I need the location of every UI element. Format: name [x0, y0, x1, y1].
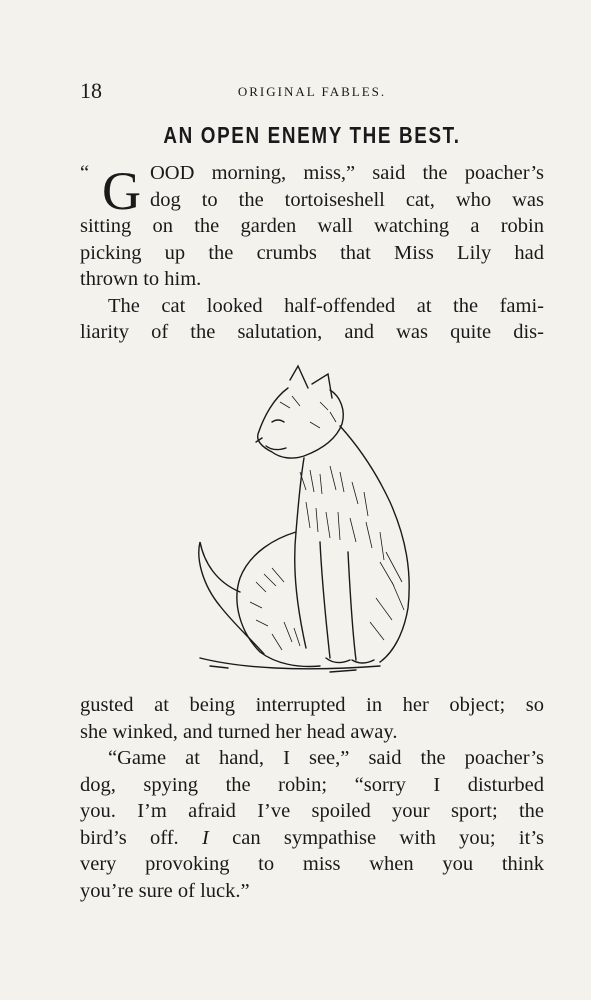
text-block-top — [80, 160, 544, 346]
paragraph-2-continued — [80, 692, 544, 745]
italic-word: I — [201, 826, 209, 849]
text-line: very provoking to miss when you think — [80, 853, 544, 875]
text-segment: can sympathise with you; it’s — [232, 826, 545, 849]
fable-title: AN OPEN ENEMY THE BEST. — [163, 122, 461, 148]
text-line: you. I’m afraid I’ve spoiled your sport; the — [80, 800, 544, 822]
text-line: dog to the tortoiseshell cat, who was — [150, 188, 544, 211]
text-line: you’re sure of luck.” — [80, 879, 250, 902]
text-line: gusted at being interrupted in her object; so — [80, 694, 544, 716]
text-line: “Game at hand, I see,” said the poacher’s — [108, 747, 544, 769]
paragraph-3 — [80, 745, 544, 904]
text-line: OOD morning, miss,” said the poacher’s — [150, 162, 544, 184]
paragraph-1 — [80, 160, 544, 293]
text-segment: bird’s off. — [80, 826, 179, 849]
text-block-bottom — [80, 692, 544, 904]
text-line-mixed — [80, 825, 544, 852]
text-line: she winked, and turned her head away. — [80, 720, 398, 743]
paragraph-2 — [80, 293, 544, 346]
book-title: ORIGINAL FABLES. — [237, 84, 387, 99]
text-line: thrown to him. — [80, 268, 202, 290]
running-head — [80, 78, 544, 102]
text-line: liarity of the salutation, and was quite dis- — [80, 321, 544, 343]
page-number: 18 — [80, 78, 102, 103]
opening-quote: “ — [80, 162, 90, 184]
text-line: The cat looked half-offended at the fami- — [108, 294, 544, 317]
text-line: picking up the crumbs that Miss Lily had — [80, 241, 544, 264]
cat-illustration — [180, 362, 440, 682]
cat-engraving-icon — [180, 362, 440, 682]
drop-cap: G — [102, 161, 141, 221]
text-line: sitting on the garden wall watching a robin — [80, 215, 544, 237]
text-line: dog, spying the robin; “sorry I disturbed — [80, 773, 544, 796]
